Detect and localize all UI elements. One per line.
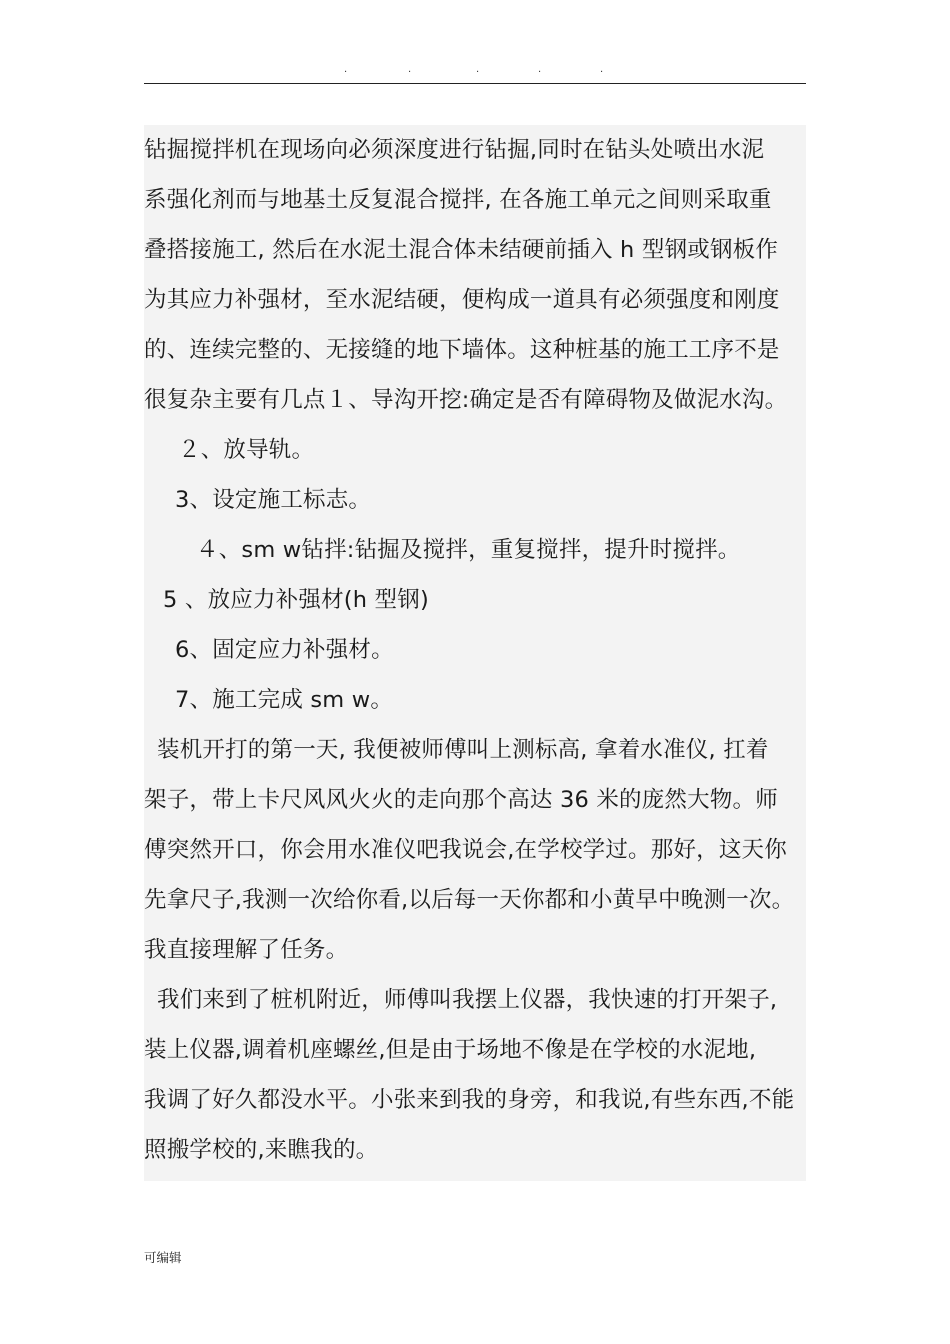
paragraph-line: 照搬学校的,来瞧我的。 [144,1137,379,1163]
paragraph-line: 为其应力补强材，至水泥结硬，便构成一道具有必须强度和刚度 [144,287,780,313]
step-item: 6、固定应力补强材。 [175,637,394,663]
step-item: ４、sm w钻拌:钻掘及搅拌，重复搅拌，提升时搅拌。 [196,537,741,563]
header-dots [330,64,620,80]
step-item: 5 、放应力补强材(h 型钢) [163,587,429,613]
paragraph-line: 叠搭接施工, 然后在水泥土混合体未结硬前插入 h 型钢或钢板作 [144,237,779,263]
header-dot: . [538,64,542,75]
header-rule [144,83,806,84]
paragraph-line: 装上仪器,调着机座螺丝,但是由于场地不像是在学校的水泥地, [144,1037,757,1063]
step-item: 7、施工完成 sm w。 [175,687,394,713]
paragraph-line: 钻掘搅拌机在现场向必须深度进行钻掘,同时在钻头处喷出水泥 [144,137,765,163]
paragraph-line: 先拿尺子,我测一次给你看,以后每一天你都和小黄早中晚测一次。 [144,887,795,913]
header-dot: . [408,64,412,75]
header-dot: . [344,64,348,75]
paragraph-line: 我调了好久都没水平。小张来到我的身旁，和我说,有些东西,不能 [144,1087,795,1113]
paragraph-line: 架子，带上卡尺风风火火的走向那个高达 36 米的庞然大物。师 [144,787,778,813]
paragraph-line: 装机开打的第一天, 我便被师傅叫上测标高, 拿着水准仪, 扛着 [157,737,769,763]
paragraph-line: 傅突然开口，你会用水准仪吧我说会,在学校学过。那好，这天你 [144,837,787,863]
header-dot: . [600,64,604,75]
paragraph-line: 我直接理解了任务。 [144,937,349,963]
paragraph-line: 我们来到了桩机附近，师傅叫我摆上仪器，我快速的打开架子, [157,987,778,1013]
header-dot: . [476,64,480,75]
paragraph-line: 系强化剂而与地基土反复混合搅拌, 在各施工单元之间则采取重 [144,187,772,213]
document-body [144,125,806,1181]
paragraph-line: 的、连续完整的、无接缝的地下墙体。这种桩基的施工工序不是 [144,337,780,363]
step-item: ２、放导轨。 [178,437,315,463]
step-item: 3、设定施工标志。 [175,487,372,513]
paragraph-line: 很复杂主要有几点１、导沟开挖:确定是否有障碍物及做泥水沟。 [144,387,788,413]
footer-editable-label: 可编辑 [144,1250,182,1265]
